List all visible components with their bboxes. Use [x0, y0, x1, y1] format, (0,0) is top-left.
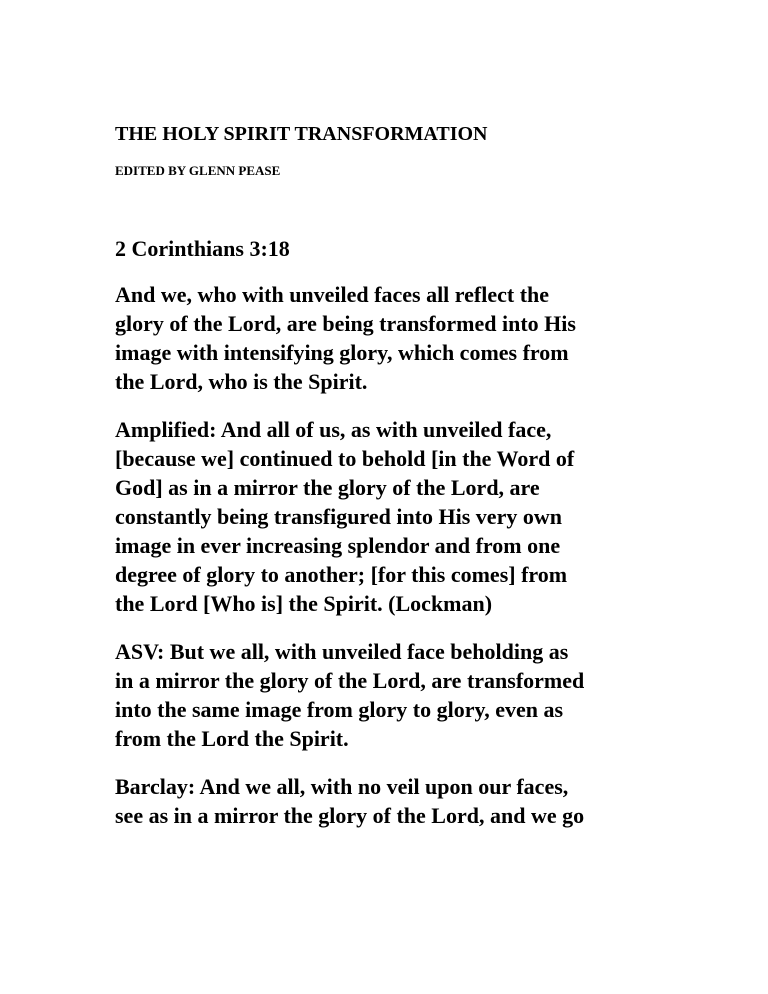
document-body	[115, 280, 584, 849]
text-line: in a mirror the glory of the Lord, are transformed	[115, 668, 585, 693]
text-line: constantly being transfigured into His very own	[115, 504, 562, 529]
text-line: [because we] continued to behold [in the Word of	[115, 446, 575, 471]
text-line: And we, who with unveiled faces all reflect the	[115, 282, 550, 307]
text-line: Amplified: And all of us, as with unveiled face,	[115, 417, 552, 442]
text-line: ASV: But we all, with unveiled face beholding as	[115, 639, 569, 664]
text-line: see as in a mirror the glory of the Lord, and we go	[115, 803, 585, 828]
text-line: the Lord, who is the Spirit.	[115, 369, 368, 394]
text-line: the Lord [Who is] the Spirit. (Lockman)	[115, 591, 493, 616]
text-line: glory of the Lord, are being transformed into His	[115, 311, 576, 336]
text-line: into the same image from glory to glory, even as	[115, 697, 564, 722]
verse-text	[115, 280, 584, 396]
amplified-translation	[115, 415, 584, 618]
text-line: God] as in a mirror the glory of the Lord, are	[115, 475, 540, 500]
scripture-reference: 2 Corinthians 3:18	[115, 236, 290, 261]
text-line: image in ever increasing splendor and from one	[115, 533, 561, 558]
text-line: image with intensifying glory, which comes from	[115, 340, 569, 365]
text-line: degree of glory to another; [for this comes] from	[115, 562, 568, 587]
document-title: THE HOLY SPIRIT TRANSFORMATION	[115, 123, 488, 145]
text-line: Barclay: And we all, with no veil upon our faces,	[115, 774, 569, 799]
asv-translation	[115, 637, 584, 753]
barclay-translation	[115, 772, 584, 830]
text-line: from the Lord the Spirit.	[115, 726, 349, 751]
document-subtitle: EDITED BY GLENN PEASE	[115, 163, 281, 178]
